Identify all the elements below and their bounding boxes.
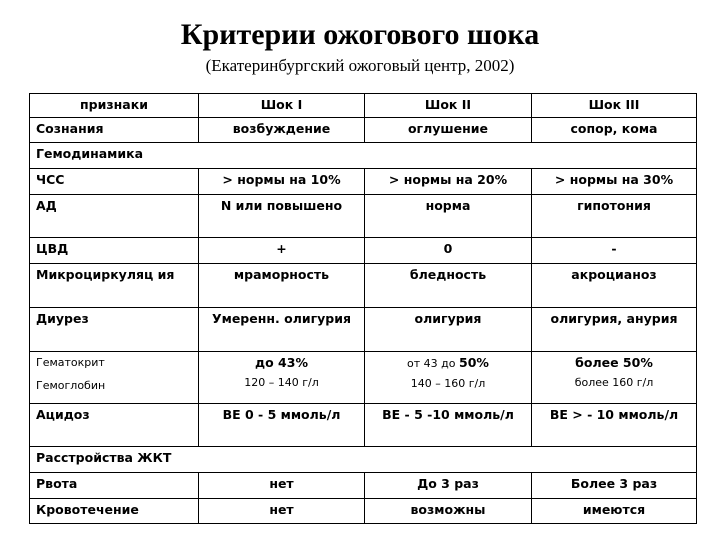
table-cell: Умеренн. олигурия (199, 308, 365, 352)
table-row (30, 195, 697, 238)
table-cell: бледность (365, 264, 532, 308)
table-row (30, 118, 697, 143)
table-cell: нет (199, 473, 365, 499)
table-cell: - (532, 238, 697, 264)
table-cell (532, 352, 697, 404)
table-cell: олигурия, анурия (532, 308, 697, 352)
table-cell: BE - 5 -10 ммоль/л (365, 404, 532, 447)
table-cell: мраморность (199, 264, 365, 308)
header-cell-shock-2: Шок II (365, 94, 532, 118)
table-cell: > нормы на 20% (365, 169, 532, 195)
table-cell: + (199, 238, 365, 264)
section-row (30, 143, 697, 169)
section-row (30, 447, 697, 473)
table-cell: возбуждение (199, 118, 365, 143)
table-cell: норма (365, 195, 532, 238)
hct-value (371, 355, 525, 371)
header-cell-shock-1: Шок I (199, 94, 365, 118)
row-label: Диурез (30, 308, 199, 352)
label-hemoglobin: Гемоглобин (36, 379, 106, 392)
row-label: Сознания (30, 118, 199, 143)
table-cell: нет (199, 499, 365, 524)
table-cell: > нормы на 10% (199, 169, 365, 195)
shock-criteria-table (29, 93, 697, 524)
table-cell: > нормы на 30% (532, 169, 697, 195)
hct-prefix: от 43 до (407, 357, 460, 370)
hb-value: более 160 г/л (574, 376, 654, 389)
table-cell: возможны (365, 499, 532, 524)
table-row (30, 499, 697, 524)
table-cell: олигурия (365, 308, 532, 352)
row-label: Микроциркуляц ия (30, 264, 199, 308)
table-header-row (30, 94, 697, 118)
table-cell: оглушение (365, 118, 532, 143)
hb-value: 140 – 160 г/л (410, 377, 486, 390)
page-subtitle: (Екатеринбургский ожоговый центр, 2002) (205, 56, 515, 75)
hct-value: до 43% (255, 355, 308, 370)
table-row (30, 308, 697, 352)
table-row (30, 169, 697, 195)
row-label: ЦВД (30, 238, 199, 264)
hct-percent: 50% (459, 355, 489, 370)
section-heading-gi: Расстройства ЖКТ (30, 447, 697, 473)
table-cell: BE > - 10 ммоль/л (532, 404, 697, 447)
row-label (30, 352, 199, 404)
table-row (30, 404, 697, 447)
table-cell: BE 0 - 5 ммоль/л (199, 404, 365, 447)
table-cell: Более 3 раз (532, 473, 697, 499)
table-cell: N или повышено (199, 195, 365, 238)
table-cell: имеются (532, 499, 697, 524)
hb-value: 120 – 140 г/л (244, 376, 319, 389)
table-cell: гипотония (532, 195, 697, 238)
table-row (30, 238, 697, 264)
row-label: Кровотечение (30, 499, 199, 524)
table-cell (199, 352, 365, 404)
row-label: Рвота (30, 473, 199, 499)
hct-value: более 50% (575, 355, 653, 370)
row-label: АД (30, 195, 199, 238)
header-cell-signs: признаки (30, 94, 199, 118)
row-label: ЧСС (30, 169, 199, 195)
table-row (30, 264, 697, 308)
page-title: Критерии ожогового шока (180, 18, 540, 51)
section-heading-hemodynamics: Гемодинамика (30, 143, 697, 169)
table-cell (365, 352, 532, 404)
table-cell: акроцианоз (532, 264, 697, 308)
row-label: Ацидоз (30, 404, 199, 447)
label-hematocrit: Гематокрит (36, 356, 105, 369)
table-cell: 0 (365, 238, 532, 264)
header-cell-shock-3: Шок III (532, 94, 697, 118)
table-cell: сопор, кома (532, 118, 697, 143)
table-cell: До 3 раз (365, 473, 532, 499)
table-row (30, 473, 697, 499)
table-row (30, 352, 697, 404)
